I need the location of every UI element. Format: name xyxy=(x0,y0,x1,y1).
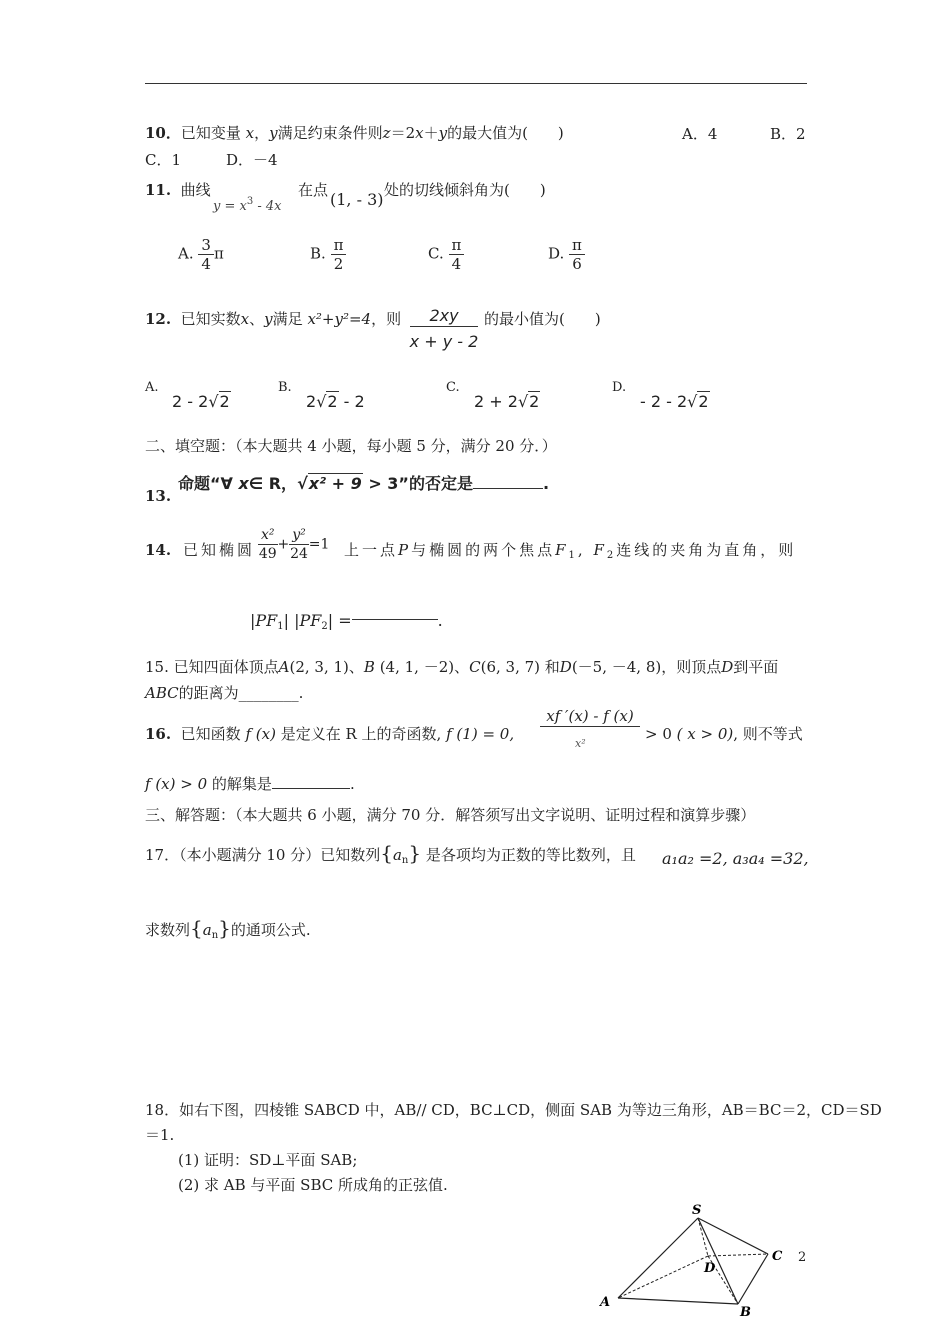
sqrt-sign: √ xyxy=(297,474,308,493)
label-b: B xyxy=(740,1305,751,1318)
q10-option-a: A．4 xyxy=(682,125,718,143)
q14-text2 xyxy=(344,540,796,566)
q11-curve xyxy=(213,192,282,217)
q15-line2 xyxy=(145,683,303,703)
q16-text: 是定义在 R 上的奇函数, xyxy=(280,725,442,743)
curve-rest: - 4x xyxy=(253,199,282,214)
subscript: n xyxy=(401,855,409,866)
point-d: D xyxy=(559,658,572,676)
comma: , xyxy=(577,541,586,559)
sqrt-radicand: 2 xyxy=(219,392,230,411)
denominator: 6 xyxy=(569,254,585,273)
sqrt-sign: √ xyxy=(687,392,698,411)
fraction-y xyxy=(289,526,309,563)
question-16 xyxy=(145,724,514,744)
sqrt-radicand: 2 xyxy=(698,392,709,411)
q15-text: 的距离为________. xyxy=(178,684,304,702)
sqrt-sign: √ xyxy=(208,392,219,411)
q12-option-b xyxy=(306,392,365,411)
q10-number: 10． xyxy=(145,124,181,142)
numerator: π xyxy=(333,236,344,254)
option-value: 2 - 2 xyxy=(172,392,209,411)
var-x: x xyxy=(245,124,255,142)
numerator: π xyxy=(451,236,462,254)
edge-da xyxy=(618,1256,708,1298)
focus-f2: F xyxy=(593,541,607,559)
numerator: π xyxy=(572,236,582,254)
q10-text: 已知变量 xyxy=(180,124,241,142)
q14-expression xyxy=(250,611,443,637)
q15-text: 到平面 xyxy=(733,658,779,676)
denominator: 2 xyxy=(331,254,347,273)
expr: |PF xyxy=(250,611,278,630)
q17-text: 17．（本小题满分 10 分）已知数列 xyxy=(145,846,381,864)
question-11 xyxy=(145,180,211,200)
q10-option-d: D．－4 xyxy=(226,151,278,169)
question-15 xyxy=(145,657,778,677)
brace-close: } xyxy=(408,841,422,865)
q11-option-b xyxy=(310,236,346,273)
option-label: C. xyxy=(428,244,444,263)
q10-text: ＋ xyxy=(423,124,439,142)
q14-number: 14. xyxy=(145,541,172,559)
var-y: y xyxy=(269,124,278,142)
q10-text: 的最大值为( ) xyxy=(447,124,564,142)
section-2-heading: 二、填空题：（本大题共 4 小题，每小题 5 分，满分 20 分．） xyxy=(145,437,557,455)
option-label: B. xyxy=(310,244,326,263)
edge-sc xyxy=(698,1218,768,1254)
label-s: S xyxy=(692,1203,702,1218)
q10-option-b: B．2 xyxy=(770,125,806,143)
option-value: 2 xyxy=(306,392,317,411)
subscript: 2 xyxy=(321,621,328,632)
var-z: z xyxy=(382,124,391,142)
q16-text: 已知函数 xyxy=(180,725,241,743)
coords: (4, 1, －2)、 xyxy=(374,658,470,676)
q11-option-a xyxy=(178,236,224,273)
q13-end: . xyxy=(542,474,550,493)
q16-frac-den: x² xyxy=(575,737,586,750)
subscript: 2 xyxy=(606,550,617,561)
seq-a: a xyxy=(202,921,212,939)
var-x: x xyxy=(238,474,249,493)
fraction xyxy=(449,236,465,273)
var-y: y xyxy=(213,199,221,214)
brace-open: { xyxy=(190,916,203,940)
sqrt-sign: √ xyxy=(517,392,529,411)
gt-zero: > 0 xyxy=(645,725,672,743)
q17-text: 求数列 xyxy=(145,921,191,939)
q12-text: 、 xyxy=(249,310,265,328)
q12-option-b-label: B. xyxy=(278,380,292,395)
sqrt-sign: √ xyxy=(316,392,327,411)
denominator: 4 xyxy=(449,254,465,273)
numerator: 3 xyxy=(201,236,211,254)
q10-option-c: C．1 xyxy=(145,151,182,169)
var-y: y xyxy=(438,124,448,142)
q12-condition: x²+y²=4 xyxy=(307,310,372,328)
point-c: C xyxy=(469,658,481,676)
coords: (－5, －4, 8)，则顶点 xyxy=(571,658,722,676)
option-value: - 2 - 2 xyxy=(640,392,688,411)
expr: | |PF xyxy=(283,611,322,630)
option-value: - 2 xyxy=(338,392,365,411)
q11-text3: 处的切线倾斜角为( ) xyxy=(384,181,546,199)
q14-text: 连线的夹角为直角，则 xyxy=(616,541,797,559)
fraction-x xyxy=(258,526,278,563)
option-value: 2 + 2 xyxy=(474,392,518,411)
page-number: 2 xyxy=(798,1250,807,1265)
question-18-line2: ＝1. xyxy=(145,1126,175,1144)
denominator: 24 xyxy=(290,546,308,562)
q16-frac-num: xf ′(x) - f (x) xyxy=(540,706,640,727)
subscript: n xyxy=(211,930,219,941)
option-label: A. xyxy=(178,244,194,263)
q14-text1: 已知椭圆 xyxy=(183,541,256,559)
q12-frac-den: x + y - 2 xyxy=(409,332,479,351)
point-a: A xyxy=(278,658,290,676)
q10-sep: ， xyxy=(254,124,270,142)
sqrt-radicand: x² + 9 xyxy=(308,474,362,493)
coords: (2, 3, 1)、 xyxy=(289,658,364,676)
q12-text: 已知实数 xyxy=(180,310,241,328)
q11-number: 11. xyxy=(145,181,172,199)
q13-number: 13. xyxy=(145,487,172,505)
question-18-line1: 18．如右下图，四棱锥 SABCD 中，AB// CD，BC⊥CD，侧面 SAB 为等边三角形，AB＝BC＝2，CD＝SD xyxy=(145,1101,882,1119)
q13-text: > 3”的否定是 xyxy=(362,474,473,493)
pyramid-figure xyxy=(590,1198,795,1318)
q16-text: , 则不等式 xyxy=(733,725,803,743)
q10-text: 满足约束条件则 xyxy=(277,124,383,142)
q13-text: ∈ R， xyxy=(248,474,298,493)
q12-option-c-label: C. xyxy=(446,380,460,395)
q16-text: 的解集是 xyxy=(211,775,272,793)
question-12 xyxy=(145,309,401,329)
q16-tail xyxy=(645,724,803,744)
q13-text: 命题“∀ xyxy=(178,474,239,493)
q16-end: . xyxy=(349,775,355,793)
point-p: P xyxy=(398,541,412,559)
q12-text5: 的最小值为( ) xyxy=(484,310,601,328)
q11-option-d xyxy=(548,236,585,273)
subscript: 1 xyxy=(277,621,284,632)
plane-abc: ABC xyxy=(145,684,179,702)
q10-text: ＝2 xyxy=(390,124,416,142)
curve-exp: 3 xyxy=(246,196,254,207)
q11-text: 曲线 xyxy=(180,181,211,199)
focus-f1: F xyxy=(555,541,569,559)
q12-number: 12. xyxy=(145,310,172,328)
var-x: x xyxy=(240,310,250,328)
q12-text: 满足 xyxy=(272,310,303,328)
point-b: B xyxy=(363,658,375,676)
var-x: x xyxy=(415,124,424,142)
plus: + xyxy=(277,536,290,553)
section-3-heading: 三、解答题：（本大题共 6 小题，满分 70 分．解答须写出文字说明、证明过程和演算步骤） xyxy=(145,806,756,824)
q12-text: ，则 xyxy=(371,310,402,328)
subscript: 1 xyxy=(568,550,578,561)
q14-text: 与椭圆的两个焦点 xyxy=(411,541,556,559)
func-f: f (x) xyxy=(245,725,276,743)
answer-blank[interactable] xyxy=(473,488,543,489)
q14-ellipse xyxy=(258,526,329,563)
fraction xyxy=(198,236,214,273)
q11-text2: 在点 xyxy=(298,181,329,199)
var-y: y xyxy=(264,310,273,328)
q17-condition: a₁a₂ =2, a₃a₄ =32, xyxy=(662,849,809,868)
coords: (6, 3, 7) 和 xyxy=(480,658,560,676)
edge-dc xyxy=(708,1254,768,1256)
numerator: y² xyxy=(289,526,309,545)
answer-blank[interactable] xyxy=(272,788,350,789)
brace-open: { xyxy=(380,841,393,865)
q17-line2 xyxy=(145,918,311,946)
label-c: C xyxy=(772,1249,783,1264)
answer-blank[interactable] xyxy=(352,619,438,620)
brace-close: } xyxy=(218,916,231,940)
q12-option-a xyxy=(172,392,231,411)
q12-option-d xyxy=(640,392,710,411)
label-a: A xyxy=(600,1295,611,1310)
question-17 xyxy=(145,843,636,871)
q17-text: 是各项均为正数的等比数列，且 xyxy=(425,846,636,864)
fraction xyxy=(331,236,347,273)
q16-number: 16. xyxy=(145,725,172,743)
expr: | = xyxy=(327,611,352,630)
option-label: D. xyxy=(548,244,565,263)
curve-eq: = x xyxy=(220,199,247,214)
equals-one: =1 xyxy=(308,536,330,553)
q12-frac-num: 2xy xyxy=(410,306,478,327)
denominator: 49 xyxy=(258,546,277,562)
q12-option-c xyxy=(474,392,540,411)
edge-ab xyxy=(618,1298,738,1304)
sqrt-radicand: 2 xyxy=(529,392,540,411)
pi: π xyxy=(213,244,224,263)
q11-option-c xyxy=(428,236,464,273)
q11-point: (1, - 3) xyxy=(330,190,384,209)
q17-text: 的通项公式. xyxy=(230,921,311,939)
question-18-sub2: (2) 求 AB 与平面 SBC 所成角的正弦值. xyxy=(178,1176,448,1194)
header-rule xyxy=(145,83,807,84)
q12-option-a-label: A. xyxy=(145,380,159,395)
question-10 xyxy=(145,123,564,143)
f-of-one: f (1) = 0, xyxy=(446,725,515,743)
q14-end: . xyxy=(437,611,443,630)
sqrt-radicand: 2 xyxy=(327,392,338,411)
edge-sa xyxy=(618,1218,698,1298)
numerator: x² xyxy=(258,526,278,545)
q16-line2 xyxy=(145,774,355,794)
point-d: D xyxy=(721,658,734,676)
fraction xyxy=(569,236,585,273)
q13-statement xyxy=(178,471,549,494)
seq-a: a xyxy=(392,846,402,864)
label-d: D xyxy=(704,1261,716,1276)
edge-bc xyxy=(738,1254,768,1304)
q15-text: 15. 已知四面体顶点 xyxy=(145,658,279,676)
condition: ( x > 0) xyxy=(676,725,734,743)
inequality: f (x) > 0 xyxy=(145,775,208,793)
denominator: 4 xyxy=(198,254,214,273)
question-18-sub1: (1) 证明：SD⊥平面 SAB; xyxy=(178,1151,358,1169)
q14-text: 上一点 xyxy=(344,541,399,559)
q12-option-d-label: D. xyxy=(612,380,627,395)
